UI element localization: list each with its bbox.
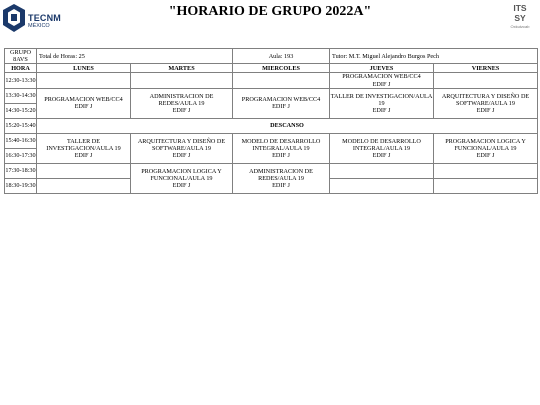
class-cell: PROGRAMACION WEB/CC4 EDIF J: [37, 88, 131, 118]
col-header-fri: VIERNES: [434, 64, 538, 73]
time-cell: 16:30-17:30: [5, 148, 37, 163]
time-cell: 18:30-19:30: [5, 178, 37, 193]
table-row: [5, 88, 538, 103]
col-header-tue: MARTES: [131, 64, 233, 73]
empty-cell: [434, 178, 538, 193]
empty-cell: [330, 178, 434, 193]
total-hours: Total de Horas: 25: [37, 49, 233, 64]
empty-cell: [37, 178, 131, 193]
time-cell: 12:30-13:30: [5, 73, 37, 88]
time-cell: 14:30-15:20: [5, 103, 37, 118]
col-header-wed: MIERCOLES: [233, 64, 330, 73]
class-cell: MODELO DE DESARROLLO INTEGRAL/AULA 19 EDIF J: [233, 133, 330, 163]
info-row: [5, 49, 538, 64]
tecnm-logo-subtext: MÉXICO: [28, 23, 50, 29]
col-header-mon: LUNES: [37, 64, 131, 73]
itssy-logo-subtext: Oxkutzcab: [510, 24, 530, 29]
class-cell: MODELO DE DESARROLLO INTEGRAL/AULA 19 EDIF J: [330, 133, 434, 163]
class-cell: TALLER DE INVESTIGACION/AULA 19 EDIF J: [37, 133, 131, 163]
col-header-thu: JUEVES: [330, 64, 434, 73]
tecnm-logo-text: TECNM: [28, 13, 61, 23]
itssy-logo-line2: SY: [514, 13, 526, 23]
tutor: Tutor: M.T. Miguel Alejandro Burgos Pech: [330, 49, 538, 64]
empty-cell: [330, 163, 434, 178]
col-header-hour: HORA: [5, 64, 37, 73]
class-cell: TALLER DE INVESTIGACION/AULA 19 EDIF J: [330, 88, 434, 118]
empty-cell: [37, 163, 131, 178]
class-cell: ADMINISTRACION DE REDES/AULA 19 EDIF J: [131, 88, 233, 118]
time-cell: 13:30-14:30: [5, 88, 37, 103]
break-cell: DESCANSO: [37, 118, 538, 133]
empty-cell: [233, 73, 330, 88]
empty-cell: [434, 163, 538, 178]
classroom: Aula: 193: [233, 49, 330, 64]
class-cell: PROGRAMACION WEB/CC4 EDIF J: [233, 88, 330, 118]
empty-cell: [131, 73, 233, 88]
table-row: [5, 73, 538, 88]
table-row: [5, 118, 538, 133]
group-cell: GRUPO 8AVS: [5, 49, 37, 64]
class-cell: ARQUITECTURA Y DISEÑO DE SOFTWARE/AULA 19 EDIF J: [434, 88, 538, 118]
time-cell: 15:40-16:30: [5, 133, 37, 148]
class-cell: ARQUITECTURA Y DISEÑO DE SOFTWARE/AULA 19 EDIF J: [131, 133, 233, 163]
table-row: [5, 133, 538, 148]
empty-cell: [434, 73, 538, 88]
table-row: [5, 163, 538, 178]
class-cell: PROGRAMACION WEB/CC4 EDIF J: [330, 73, 434, 88]
header-row: [5, 64, 538, 73]
time-cell: 15:20-15:40: [5, 118, 37, 133]
page-title: "HORARIO DE GRUPO 2022A": [168, 4, 372, 19]
empty-cell: [37, 73, 131, 88]
itssy-logo-line1: ITS: [513, 3, 527, 13]
schedule-table: [4, 48, 538, 194]
class-cell: PROGRAMACION LOGICA Y FUNCIONAL/AULA 19 EDIF J: [131, 163, 233, 193]
time-cell: 17:30-18:30: [5, 163, 37, 178]
itssy-logo: [503, 3, 537, 47]
class-cell: ADMINISTRACION DE REDES/AULA 19 EDIF J: [233, 163, 330, 193]
class-cell: PROGRAMACION LOGICA Y FUNCIONAL/AULA 19 EDIF J: [434, 133, 538, 163]
